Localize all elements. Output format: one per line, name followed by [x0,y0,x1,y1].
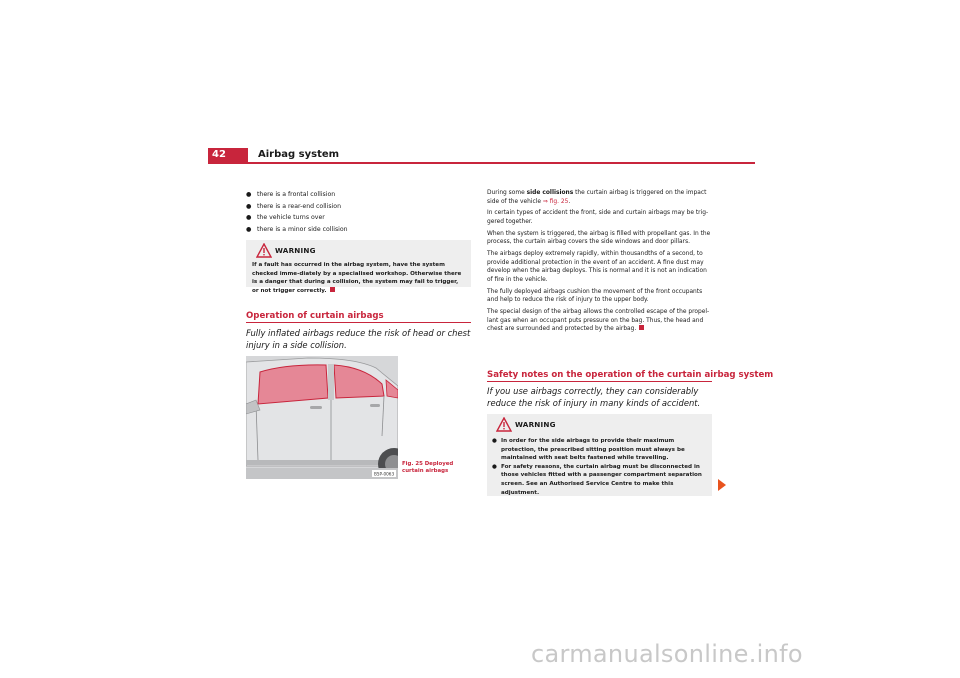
paragraph [487,189,713,206]
figure-caption: Fig. 25 Deployed curtain airbags [402,461,454,474]
paragraph-text: . [568,198,571,205]
end-of-section-square-icon [639,325,644,330]
paragraph-text: During some [487,190,527,196]
bullet-icon: ● [246,214,252,221]
paragraph [487,308,713,334]
paragraph: The fully deployed airbags cushion the movement of the front occupants and help to reduce the risk of injury to the upper body. [487,288,703,304]
section-rule [487,381,712,382]
section-intro: If you use airbags correctly, they can considerably reduce the risk of injury in many kinds of accident. [487,386,701,408]
paragraph: In certain types of accident the front, side and curtain airbags may be trig-gered together. [487,210,709,225]
warning-label: WARNING [275,246,316,255]
watermark: carmanualsonline.info [531,640,803,668]
warning-triangle-icon [496,417,512,432]
list-item-text: there is a rear-end collision [257,202,342,210]
bullet-icon: ● [246,225,252,233]
continue-arrow-icon[interactable] [718,479,726,491]
paragraph-text: the curtain airbag is triggered on the impact side of the vehicle [487,190,707,205]
figure-reference-link[interactable]: ⇒ fig. 25 [542,198,569,205]
section-title-curtain-airbags: Operation of curtain airbags [246,311,384,321]
list-item [492,463,707,497]
list-item [492,437,707,463]
warning-header [492,419,707,433]
bullet-icon: ● [246,202,252,210]
warning-text [252,261,466,295]
warning-triangle-icon [256,243,272,258]
bullet-icon: ● [492,463,497,470]
paragraph-text: The special design of the airbag allows the controlled escape of the propel-lant gas when an occupant puts pressure on the bag. Thus, the head and chest are surrounded and protected by the airbag. [487,309,710,333]
list-item-text: For safety reasons, the curtain airbag must be disconnected in those vehicles fitted with a passenger compartment separation screen. See an Authorised Service Centre to make this adjustment. [501,463,702,496]
header-title: Airbag system [258,149,340,160]
list-item [246,201,471,213]
warning-header [252,245,466,259]
car-illustration [246,356,398,479]
list-item-text: In order for the side airbags to provide their maximum protection, the prescribed sitting position must always be maintained with seat belts fastened while travelling. [501,438,685,462]
bullet-list [246,189,471,235]
bullet-icon: ● [492,438,497,444]
list-item-text: there is a minor side collision [257,225,348,233]
warning-box [487,414,712,496]
list-item [246,212,471,224]
section-intro: Fully inflated airbags reduce the risk of head or chest injury in a side collision. [246,328,471,350]
list-item-text: the vehicle turns over [257,214,325,221]
list-item [246,189,471,201]
list-item-text: there is a frontal collision [257,191,336,198]
section-title-safety-notes: Safety notes on the operation of the curtain airbag system [487,370,774,380]
paragraph: When the system is triggered, the airbag is filled with propellant gas. In the process, the curtain airbag covers the side windows and door pillars. [487,230,711,246]
bullet-icon: ● [246,191,252,198]
right-column-text [487,189,713,337]
warning-label: WARNING [515,420,556,429]
warning-box [246,240,471,294]
section-rule [246,322,471,323]
figure-code: B5P-0063 [374,471,395,477]
list-item [246,224,471,236]
figure-deployed-curtain-airbags [246,356,398,479]
paragraph: The airbags deploy extremely rapidly, within thousandths of a second, to provide additional protection in the event of an accident. A fine dust may develop when the airbag deploys. This is normal and it is not an indication of fire in the vehicle. [487,251,707,283]
page-number: 42 [212,149,226,160]
warning-text-content: If a fault has occurred in the airbag system, have the system checked imme-diately by a specialised workshop. Otherwise there is a danger that during a collision, the system may fail to trigger, or not trigger correctly. [252,262,462,294]
header-rule [208,162,755,164]
emphasis-text: side collisions [526,190,574,196]
warning-list [492,437,707,497]
end-of-section-square-icon [330,287,335,292]
